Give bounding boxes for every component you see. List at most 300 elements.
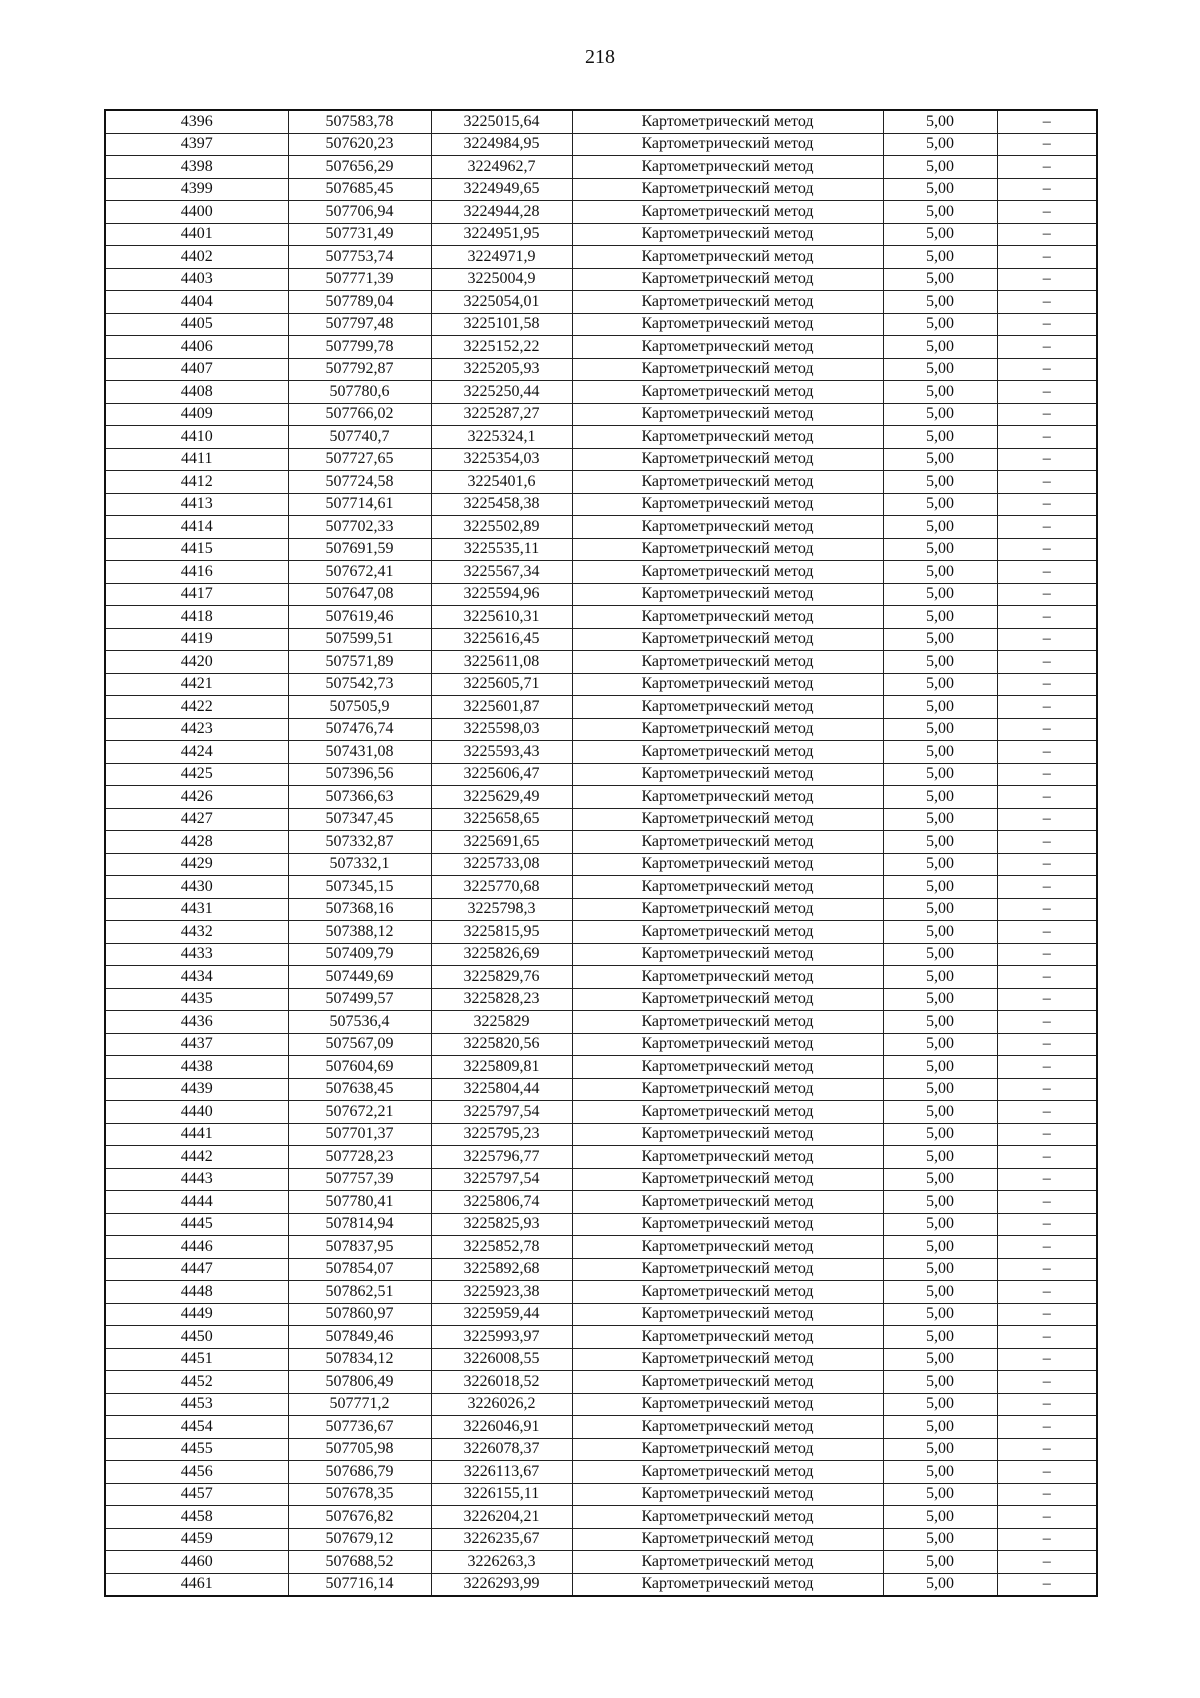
table-row: [105, 1393, 1097, 1416]
point-number-cell: 4399: [105, 178, 288, 201]
x-coordinate-cell: 507679,12: [288, 1528, 431, 1551]
point-number-cell: 4415: [105, 538, 288, 561]
accuracy-cell: 5,00: [883, 538, 997, 561]
method-cell: Картометрический метод: [572, 1326, 883, 1349]
accuracy-cell: 5,00: [883, 943, 997, 966]
note-cell: –: [997, 201, 1097, 224]
table-row: [105, 313, 1097, 336]
y-coordinate-cell: 3225691,65: [431, 831, 572, 854]
point-number-cell: 4449: [105, 1303, 288, 1326]
accuracy-cell: 5,00: [883, 201, 997, 224]
page-number: 218: [585, 46, 615, 68]
table-row: [105, 1506, 1097, 1529]
y-coordinate-cell: 3225601,87: [431, 696, 572, 719]
y-coordinate-cell: 3225993,97: [431, 1326, 572, 1349]
note-cell: –: [997, 1101, 1097, 1124]
note-cell: –: [997, 943, 1097, 966]
y-coordinate-cell: 3225826,69: [431, 943, 572, 966]
table-row: [105, 381, 1097, 404]
method-cell: Картометрический метод: [572, 358, 883, 381]
table-row: [105, 1281, 1097, 1304]
note-cell: –: [997, 1393, 1097, 1416]
accuracy-cell: 5,00: [883, 358, 997, 381]
point-number-cell: 4425: [105, 763, 288, 786]
table-row: [105, 426, 1097, 449]
accuracy-cell: 5,00: [883, 673, 997, 696]
method-cell: Картометрический метод: [572, 1078, 883, 1101]
accuracy-cell: 5,00: [883, 876, 997, 899]
y-coordinate-cell: 3225593,43: [431, 741, 572, 764]
method-cell: Картометрический метод: [572, 786, 883, 809]
x-coordinate-cell: 507714,61: [288, 493, 431, 516]
point-number-cell: 4396: [105, 110, 288, 133]
note-cell: –: [997, 110, 1097, 133]
y-coordinate-cell: 3225101,58: [431, 313, 572, 336]
note-cell: –: [997, 1078, 1097, 1101]
note-cell: –: [997, 741, 1097, 764]
x-coordinate-cell: 507647,08: [288, 583, 431, 606]
table-row: [105, 876, 1097, 899]
table-row: [105, 1528, 1097, 1551]
accuracy-cell: 5,00: [883, 1213, 997, 1236]
method-cell: Картометрический метод: [572, 673, 883, 696]
accuracy-cell: 5,00: [883, 583, 997, 606]
table-row: [105, 1213, 1097, 1236]
note-cell: –: [997, 336, 1097, 359]
method-cell: Картометрический метод: [572, 1551, 883, 1574]
note-cell: –: [997, 696, 1097, 719]
point-number-cell: 4447: [105, 1258, 288, 1281]
table-row: [105, 1123, 1097, 1146]
y-coordinate-cell: 3225616,45: [431, 628, 572, 651]
coordinates-table-body: [105, 110, 1097, 1596]
y-coordinate-cell: 3226235,67: [431, 1528, 572, 1551]
x-coordinate-cell: 507862,51: [288, 1281, 431, 1304]
note-cell: –: [997, 1326, 1097, 1349]
note-cell: –: [997, 1461, 1097, 1484]
x-coordinate-cell: 507799,78: [288, 336, 431, 359]
table-row: [105, 988, 1097, 1011]
accuracy-cell: 5,00: [883, 516, 997, 539]
accuracy-cell: 5,00: [883, 381, 997, 404]
note-cell: –: [997, 921, 1097, 944]
table-row: [105, 358, 1097, 381]
note-cell: –: [997, 1303, 1097, 1326]
x-coordinate-cell: 507571,89: [288, 651, 431, 674]
table-row: [105, 223, 1097, 246]
method-cell: Картометрический метод: [572, 471, 883, 494]
accuracy-cell: 5,00: [883, 1371, 997, 1394]
point-number-cell: 4461: [105, 1573, 288, 1596]
table-row: [105, 1326, 1097, 1349]
table-row: [105, 448, 1097, 471]
table-row: [105, 178, 1097, 201]
point-number-cell: 4436: [105, 1011, 288, 1034]
point-number-cell: 4444: [105, 1191, 288, 1214]
method-cell: Картометрический метод: [572, 1258, 883, 1281]
accuracy-cell: 5,00: [883, 1101, 997, 1124]
note-cell: –: [997, 606, 1097, 629]
point-number-cell: 4420: [105, 651, 288, 674]
table-row: [105, 718, 1097, 741]
point-number-cell: 4417: [105, 583, 288, 606]
method-cell: Картометрический метод: [572, 628, 883, 651]
y-coordinate-cell: 3226293,99: [431, 1573, 572, 1596]
note-cell: –: [997, 1258, 1097, 1281]
x-coordinate-cell: 507678,35: [288, 1483, 431, 1506]
method-cell: Картометрический метод: [572, 538, 883, 561]
accuracy-cell: 5,00: [883, 1573, 997, 1596]
x-coordinate-cell: 507702,33: [288, 516, 431, 539]
note-cell: –: [997, 1011, 1097, 1034]
x-coordinate-cell: 507332,1: [288, 853, 431, 876]
point-number-cell: 4429: [105, 853, 288, 876]
method-cell: Картометрический метод: [572, 1281, 883, 1304]
method-cell: Картометрический метод: [572, 1438, 883, 1461]
y-coordinate-cell: 3225892,68: [431, 1258, 572, 1281]
note-cell: –: [997, 178, 1097, 201]
coordinates-table: [104, 109, 1098, 1597]
y-coordinate-cell: 3225629,49: [431, 786, 572, 809]
note-cell: –: [997, 246, 1097, 269]
table-row: [105, 156, 1097, 179]
x-coordinate-cell: 507766,02: [288, 403, 431, 426]
method-cell: Картометрический метод: [572, 493, 883, 516]
y-coordinate-cell: 3225825,93: [431, 1213, 572, 1236]
table-row: [105, 1146, 1097, 1169]
point-number-cell: 4438: [105, 1056, 288, 1079]
table-row: [105, 741, 1097, 764]
table-row: [105, 1348, 1097, 1371]
note-cell: –: [997, 898, 1097, 921]
table-row: [105, 898, 1097, 921]
accuracy-cell: 5,00: [883, 1326, 997, 1349]
accuracy-cell: 5,00: [883, 1191, 997, 1214]
point-number-cell: 4439: [105, 1078, 288, 1101]
accuracy-cell: 5,00: [883, 268, 997, 291]
note-cell: –: [997, 1483, 1097, 1506]
point-number-cell: 4426: [105, 786, 288, 809]
method-cell: Картометрический метод: [572, 178, 883, 201]
accuracy-cell: 5,00: [883, 718, 997, 741]
x-coordinate-cell: 507536,4: [288, 1011, 431, 1034]
y-coordinate-cell: 3224949,65: [431, 178, 572, 201]
x-coordinate-cell: 507814,94: [288, 1213, 431, 1236]
x-coordinate-cell: 507599,51: [288, 628, 431, 651]
x-coordinate-cell: 507688,52: [288, 1551, 431, 1574]
method-cell: Картометрический метод: [572, 110, 883, 133]
note-cell: –: [997, 1056, 1097, 1079]
method-cell: Картометрический метод: [572, 381, 883, 404]
table-row: [105, 1191, 1097, 1214]
x-coordinate-cell: 507728,23: [288, 1146, 431, 1169]
x-coordinate-cell: 507431,08: [288, 741, 431, 764]
y-coordinate-cell: 3225829,76: [431, 966, 572, 989]
method-cell: Картометрический метод: [572, 1461, 883, 1484]
accuracy-cell: 5,00: [883, 1281, 997, 1304]
y-coordinate-cell: 3225610,31: [431, 606, 572, 629]
note-cell: –: [997, 561, 1097, 584]
table-row: [105, 471, 1097, 494]
method-cell: Картометрический метод: [572, 1348, 883, 1371]
x-coordinate-cell: 507753,74: [288, 246, 431, 269]
y-coordinate-cell: 3226026,2: [431, 1393, 572, 1416]
x-coordinate-cell: 507396,56: [288, 763, 431, 786]
accuracy-cell: 5,00: [883, 786, 997, 809]
method-cell: Картометрический метод: [572, 1146, 883, 1169]
table-row: [105, 1461, 1097, 1484]
accuracy-cell: 5,00: [883, 1011, 997, 1034]
accuracy-cell: 5,00: [883, 1123, 997, 1146]
x-coordinate-cell: 507685,45: [288, 178, 431, 201]
y-coordinate-cell: 3225959,44: [431, 1303, 572, 1326]
note-cell: –: [997, 831, 1097, 854]
method-cell: Картометрический метод: [572, 1416, 883, 1439]
method-cell: Картометрический метод: [572, 651, 883, 674]
accuracy-cell: 5,00: [883, 606, 997, 629]
method-cell: Картометрический метод: [572, 1236, 883, 1259]
note-cell: –: [997, 583, 1097, 606]
note-cell: –: [997, 1438, 1097, 1461]
method-cell: Картометрический метод: [572, 1011, 883, 1034]
y-coordinate-cell: 3225804,44: [431, 1078, 572, 1101]
point-number-cell: 4416: [105, 561, 288, 584]
accuracy-cell: 5,00: [883, 110, 997, 133]
point-number-cell: 4441: [105, 1123, 288, 1146]
point-number-cell: 4421: [105, 673, 288, 696]
y-coordinate-cell: 3225567,34: [431, 561, 572, 584]
point-number-cell: 4443: [105, 1168, 288, 1191]
note-cell: –: [997, 853, 1097, 876]
note-cell: –: [997, 1371, 1097, 1394]
note-cell: –: [997, 268, 1097, 291]
point-number-cell: 4411: [105, 448, 288, 471]
method-cell: Картометрический метод: [572, 1033, 883, 1056]
point-number-cell: 4450: [105, 1326, 288, 1349]
accuracy-cell: 5,00: [883, 921, 997, 944]
method-cell: Картометрический метод: [572, 718, 883, 741]
y-coordinate-cell: 3225611,08: [431, 651, 572, 674]
x-coordinate-cell: 507757,39: [288, 1168, 431, 1191]
x-coordinate-cell: 507686,79: [288, 1461, 431, 1484]
method-cell: Картометрический метод: [572, 763, 883, 786]
table-row: [105, 403, 1097, 426]
accuracy-cell: 5,00: [883, 223, 997, 246]
accuracy-cell: 5,00: [883, 651, 997, 674]
x-coordinate-cell: 507409,79: [288, 943, 431, 966]
y-coordinate-cell: 3225354,03: [431, 448, 572, 471]
point-number-cell: 4437: [105, 1033, 288, 1056]
point-number-cell: 4440: [105, 1101, 288, 1124]
accuracy-cell: 5,00: [883, 1033, 997, 1056]
y-coordinate-cell: 3225598,03: [431, 718, 572, 741]
method-cell: Картометрический метод: [572, 1168, 883, 1191]
note-cell: –: [997, 718, 1097, 741]
x-coordinate-cell: 507672,41: [288, 561, 431, 584]
note-cell: –: [997, 381, 1097, 404]
accuracy-cell: 5,00: [883, 291, 997, 314]
x-coordinate-cell: 507672,21: [288, 1101, 431, 1124]
y-coordinate-cell: 3225324,1: [431, 426, 572, 449]
note-cell: –: [997, 1123, 1097, 1146]
y-coordinate-cell: 3225795,23: [431, 1123, 572, 1146]
point-number-cell: 4434: [105, 966, 288, 989]
y-coordinate-cell: 3225205,93: [431, 358, 572, 381]
point-number-cell: 4430: [105, 876, 288, 899]
accuracy-cell: 5,00: [883, 178, 997, 201]
note-cell: –: [997, 673, 1097, 696]
point-number-cell: 4404: [105, 291, 288, 314]
y-coordinate-cell: 3225806,74: [431, 1191, 572, 1214]
note-cell: –: [997, 628, 1097, 651]
table-row: [105, 673, 1097, 696]
note-cell: –: [997, 291, 1097, 314]
y-coordinate-cell: 3225815,95: [431, 921, 572, 944]
note-cell: –: [997, 1168, 1097, 1191]
method-cell: Картометрический метод: [572, 336, 883, 359]
method-cell: Картометрический метод: [572, 156, 883, 179]
table-row: [105, 1483, 1097, 1506]
y-coordinate-cell: 3225796,77: [431, 1146, 572, 1169]
table-row: [105, 831, 1097, 854]
table-row: [105, 1573, 1097, 1596]
point-number-cell: 4432: [105, 921, 288, 944]
method-cell: Картометрический метод: [572, 516, 883, 539]
method-cell: Картометрический метод: [572, 831, 883, 854]
note-cell: –: [997, 538, 1097, 561]
accuracy-cell: 5,00: [883, 1483, 997, 1506]
accuracy-cell: 5,00: [883, 448, 997, 471]
y-coordinate-cell: 3225458,38: [431, 493, 572, 516]
point-number-cell: 4433: [105, 943, 288, 966]
method-cell: Картометрический метод: [572, 1371, 883, 1394]
accuracy-cell: 5,00: [883, 628, 997, 651]
y-coordinate-cell: 3224951,95: [431, 223, 572, 246]
y-coordinate-cell: 3226008,55: [431, 1348, 572, 1371]
point-number-cell: 4409: [105, 403, 288, 426]
x-coordinate-cell: 507797,48: [288, 313, 431, 336]
table-row: [105, 1078, 1097, 1101]
x-coordinate-cell: 507347,45: [288, 808, 431, 831]
accuracy-cell: 5,00: [883, 1438, 997, 1461]
x-coordinate-cell: 507476,74: [288, 718, 431, 741]
point-number-cell: 4446: [105, 1236, 288, 1259]
accuracy-cell: 5,00: [883, 763, 997, 786]
accuracy-cell: 5,00: [883, 1303, 997, 1326]
method-cell: Картометрический метод: [572, 988, 883, 1011]
x-coordinate-cell: 507388,12: [288, 921, 431, 944]
note-cell: –: [997, 1506, 1097, 1529]
note-cell: –: [997, 516, 1097, 539]
point-number-cell: 4427: [105, 808, 288, 831]
x-coordinate-cell: 507705,98: [288, 1438, 431, 1461]
accuracy-cell: 5,00: [883, 246, 997, 269]
point-number-cell: 4422: [105, 696, 288, 719]
accuracy-cell: 5,00: [883, 1528, 997, 1551]
point-number-cell: 4408: [105, 381, 288, 404]
method-cell: Картометрический метод: [572, 291, 883, 314]
point-number-cell: 4453: [105, 1393, 288, 1416]
note-cell: –: [997, 988, 1097, 1011]
x-coordinate-cell: 507620,23: [288, 133, 431, 156]
table-row: [105, 268, 1097, 291]
x-coordinate-cell: 507332,87: [288, 831, 431, 854]
table-row: [105, 493, 1097, 516]
table-row: [105, 133, 1097, 156]
x-coordinate-cell: 507780,41: [288, 1191, 431, 1214]
method-cell: Картометрический метод: [572, 696, 883, 719]
x-coordinate-cell: 507736,67: [288, 1416, 431, 1439]
point-number-cell: 4403: [105, 268, 288, 291]
x-coordinate-cell: 507792,87: [288, 358, 431, 381]
note-cell: –: [997, 1033, 1097, 1056]
note-cell: –: [997, 786, 1097, 809]
x-coordinate-cell: 507701,37: [288, 1123, 431, 1146]
method-cell: Картометрический метод: [572, 223, 883, 246]
point-number-cell: 4448: [105, 1281, 288, 1304]
method-cell: Картометрический метод: [572, 966, 883, 989]
accuracy-cell: 5,00: [883, 336, 997, 359]
method-cell: Картометрический метод: [572, 808, 883, 831]
note-cell: –: [997, 966, 1097, 989]
table-row: [105, 853, 1097, 876]
method-cell: Картометрический метод: [572, 201, 883, 224]
table-row: [105, 943, 1097, 966]
note-cell: –: [997, 493, 1097, 516]
accuracy-cell: 5,00: [883, 988, 997, 1011]
method-cell: Картометрический метод: [572, 921, 883, 944]
point-number-cell: 4401: [105, 223, 288, 246]
point-number-cell: 4457: [105, 1483, 288, 1506]
point-number-cell: 4452: [105, 1371, 288, 1394]
x-coordinate-cell: 507837,95: [288, 1236, 431, 1259]
point-number-cell: 4451: [105, 1348, 288, 1371]
x-coordinate-cell: 507740,7: [288, 426, 431, 449]
accuracy-cell: 5,00: [883, 1461, 997, 1484]
note-cell: –: [997, 156, 1097, 179]
table-row: [105, 606, 1097, 629]
table-row: [105, 1371, 1097, 1394]
table-row: [105, 921, 1097, 944]
method-cell: Картометрический метод: [572, 1123, 883, 1146]
point-number-cell: 4458: [105, 1506, 288, 1529]
x-coordinate-cell: 507542,73: [288, 673, 431, 696]
method-cell: Картометрический метод: [572, 606, 883, 629]
point-number-cell: 4414: [105, 516, 288, 539]
table-row: [105, 628, 1097, 651]
y-coordinate-cell: 3226204,21: [431, 1506, 572, 1529]
note-cell: –: [997, 471, 1097, 494]
x-coordinate-cell: 507567,09: [288, 1033, 431, 1056]
point-number-cell: 4410: [105, 426, 288, 449]
y-coordinate-cell: 3225606,47: [431, 763, 572, 786]
table-row: [105, 1011, 1097, 1034]
point-number-cell: 4431: [105, 898, 288, 921]
x-coordinate-cell: 507854,07: [288, 1258, 431, 1281]
note-cell: –: [997, 808, 1097, 831]
accuracy-cell: 5,00: [883, 1056, 997, 1079]
y-coordinate-cell: 3225829: [431, 1011, 572, 1034]
point-number-cell: 4455: [105, 1438, 288, 1461]
table-row: [105, 1438, 1097, 1461]
method-cell: Картометрический метод: [572, 268, 883, 291]
point-number-cell: 4398: [105, 156, 288, 179]
y-coordinate-cell: 3226046,91: [431, 1416, 572, 1439]
method-cell: Картометрический метод: [572, 1528, 883, 1551]
y-coordinate-cell: 3226078,37: [431, 1438, 572, 1461]
y-coordinate-cell: 3225797,54: [431, 1101, 572, 1124]
accuracy-cell: 5,00: [883, 403, 997, 426]
